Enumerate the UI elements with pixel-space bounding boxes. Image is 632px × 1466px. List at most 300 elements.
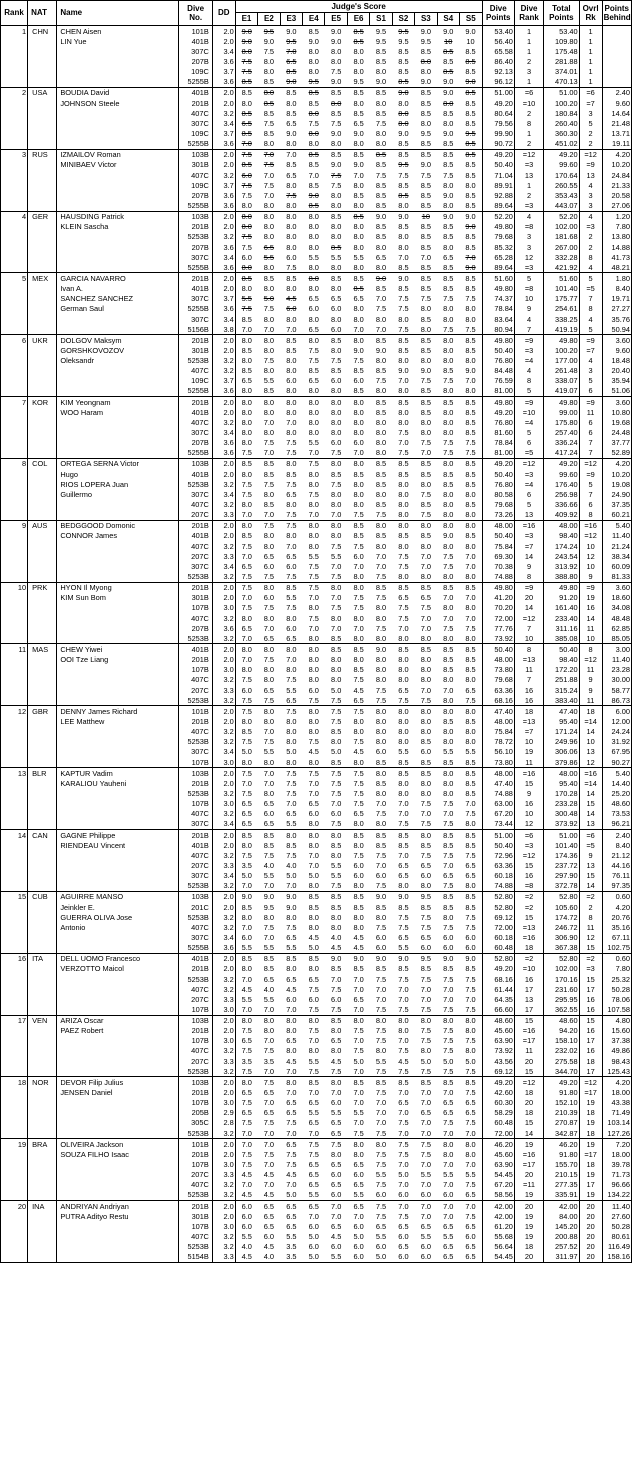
nat-cell: GBR [28,706,57,717]
judge-score-cell: 7.5 [420,1149,431,1159]
dive-points-cell: 65.58 [482,46,514,56]
total-points-cell: 256.98 [544,489,579,499]
rank-cell [1,294,28,304]
dive-no-cell: 5253B [179,881,212,892]
judge-score-cell: 6.5 [303,1201,325,1212]
name-cell [57,1180,179,1190]
points-behind-cell [602,67,631,77]
judge-score-cell: 7.0 [420,1098,431,1108]
table-row [1,974,632,984]
judge-score-cell: 8.5 [258,458,280,469]
dive-points-cell: 49.20 [482,458,514,469]
judge-score-cell: 7.5 [235,180,257,190]
col-judge-s5: S5 [460,13,483,26]
judge-score-cell: 7.0 [465,613,476,623]
judge-score-cell: 9.0 [415,26,437,37]
dd-cell: 3.2 [212,232,235,242]
judge-score-cell: 4.5 [286,984,297,994]
overall-rank-cell: 2 [579,242,602,252]
dd-cell: 3.0 [212,603,235,613]
dive-rank-cell: 20 [514,593,543,603]
judge-score-cell: 7.0 [375,1098,387,1108]
judge-score-cell: 8.0 [286,356,297,366]
name-cell: Oleksandr [57,356,179,366]
dive-points-cell: 60.18 [482,871,514,881]
judge-score-cell: 8.5 [263,469,275,479]
nat-cell [28,314,57,324]
dive-points-cell: 43.56 [482,1056,514,1066]
dive-points-cell: 68.16 [482,695,514,706]
dive-rank-cell: =13 [514,655,543,665]
judge-score-cell: 7.5 [420,438,431,448]
points-behind-cell: 125.43 [602,1066,631,1077]
judge-score-cell: 9.0 [370,891,392,902]
judge-score-cell: 6.0 [331,376,342,386]
judge-score-cell: 8.0 [353,200,364,210]
judge-score-cell: 7.5 [420,695,431,705]
judge-score-cell: 7.0 [286,46,297,56]
judge-score-cell: 9.0 [308,190,319,200]
dive-no-cell: 307C [179,932,212,942]
table-row [1,510,632,521]
name-cell [57,46,179,56]
judge-score-cell: 8.5 [398,46,409,56]
rank-cell [1,1231,28,1241]
judge-score-cell: 7.5 [308,489,319,499]
table-row [1,1190,632,1201]
nat-cell [28,324,57,335]
judge-score-cell: 6.0 [375,871,387,881]
judge-score-cell: 8.5 [443,716,454,726]
judge-score-cell: 8.0 [375,912,387,922]
judge-score-cell: 7.5 [398,613,409,623]
dd-cell: 2.0 [212,222,235,232]
dive-points-cell: 63.36 [482,685,514,695]
dive-no-cell: 401B [179,284,212,294]
judge-score-cell: 6.5 [263,1221,275,1231]
dd-cell: 3.6 [212,56,235,66]
total-points-cell: 232.02 [544,1046,579,1056]
overall-rank-cell: 1 [579,26,602,37]
dd-cell: 3.2 [212,1180,235,1190]
judge-score-cell: 8.0 [235,427,257,437]
rank-cell [1,695,28,706]
judge-score-cell: 8.5 [325,273,347,284]
judge-score-cell: 8.5 [392,582,414,593]
dive-rank-cell: =4 [514,417,543,427]
judge-score-cell: 7.0 [308,510,319,520]
judge-score-cell: 7.0 [392,1201,414,1212]
judge-score-cell: 7.0 [263,1004,275,1014]
judge-score-cell: 9.0 [235,891,257,902]
nat-cell [28,407,57,417]
judge-score-cell: 6.5 [331,1128,342,1138]
overall-rank-cell: =12 [579,458,602,469]
judge-score-cell: 7.5 [263,603,275,613]
dive-no-cell: 407C [179,1180,212,1190]
name-cell [57,561,179,571]
rank-cell [1,1221,28,1231]
judge-score-cell: 6.5 [286,633,297,643]
table-row [1,1118,632,1128]
dd-cell: 3.6 [212,438,235,448]
judge-score-cell: 7.0 [286,417,297,427]
dive-rank-cell: 2 [514,108,543,118]
table-row [1,1231,632,1241]
judge-score-cell: 8.0 [258,644,280,655]
name-cell [57,571,179,582]
judge-score-cell: 8.0 [353,479,364,489]
name-cell [57,871,179,881]
dive-no-cell: 5253B [179,479,212,489]
table-row [1,56,632,66]
dive-rank-cell: =9 [514,582,543,593]
name-cell: AGUIRRE MANSO [57,891,179,902]
judge-score-cell: 9.0 [263,36,275,46]
dive-no-cell: 5255B [179,386,212,397]
judge-score-cell: 8.0 [263,613,275,623]
nat-cell [28,376,57,386]
table-row [1,262,632,273]
judge-score-cell: 8.5 [420,407,431,417]
total-points-cell: 419.07 [544,386,579,397]
judge-score-cell: 7.0 [465,376,476,386]
judge-score-cell: 9.5 [398,160,409,170]
table-row [1,953,632,964]
points-behind-cell: 96.66 [602,1180,631,1190]
points-behind-cell: 14.64 [602,108,631,118]
name-cell: GARCIA NAVARRO [57,273,179,284]
judge-score-cell: 7.5 [465,1118,476,1128]
points-behind-cell: 20.40 [602,366,631,376]
judge-score-cell: 8.5 [398,531,409,541]
judge-score-cell: 7.5 [331,881,342,891]
dd-cell: 3.3 [212,1056,235,1066]
judge-score-cell: 8.0 [465,1026,476,1036]
dive-rank-cell: 8 [514,376,543,386]
judge-score-cell: 7.0 [443,860,454,870]
total-points-cell: 261.48 [544,366,579,376]
rank-cell [1,819,28,830]
dive-no-cell: 5255B [179,200,212,211]
dive-no-cell: 5253B [179,788,212,798]
judge-score-cell: 7.5 [353,1046,364,1056]
dive-points-cell: 76.59 [482,376,514,386]
judge-score-cell: 6.0 [353,1221,364,1231]
judge-score-cell: 7.0 [286,324,297,334]
dd-cell: 3.2 [212,571,235,582]
points-behind-cell: 41.73 [602,252,631,262]
dive-no-cell: 407C [179,1231,212,1241]
points-behind-cell: 8.40 [602,284,631,294]
judge-score-cell: 8.5 [398,902,409,912]
dd-cell: 3.6 [212,448,235,459]
overall-rank-cell: 18 [579,1128,602,1139]
judge-score-cell: 8.5 [258,953,280,964]
dive-points-cell: 74.88 [482,881,514,892]
dd-cell: 2.0 [212,345,235,355]
judge-score-cell: 8.0 [258,87,280,98]
nat-cell [28,665,57,675]
name-cell [57,1066,179,1077]
table-row [1,1098,632,1108]
judge-score-cell: 8.5 [443,665,454,675]
points-behind-cell: 58.77 [602,685,631,695]
dive-points-cell: 81.00 [482,448,514,459]
judge-score-cell: 8.0 [420,56,431,66]
judge-score-cell: 9.5 [415,891,437,902]
judge-score-cell: 8.0 [370,520,392,531]
judge-score-cell: 8.5 [392,149,414,160]
judge-score-cell: 8.0 [465,633,476,643]
judge-score-cell: 8.0 [437,1015,459,1026]
judge-score-cell: 8.5 [443,479,454,489]
dive-points-cell: 42.60 [482,1087,514,1097]
judge-score-cell: 8.5 [443,902,454,912]
col-name: Name [57,1,179,26]
nat-cell [28,36,57,46]
dive-points-cell: 75.84 [482,541,514,551]
judge-score-cell: 9.0 [375,77,387,87]
dive-points-cell: 80.58 [482,489,514,499]
judge-score-cell: 6.0 [347,1252,369,1263]
judge-score-cell: 8.0 [465,727,476,737]
judge-score-cell: 6.0 [263,561,275,571]
name-cell [57,242,179,252]
overall-rank-cell: 15 [579,1015,602,1026]
judge-score-cell: 8.0 [437,768,459,779]
dd-cell: 2.0 [212,98,235,108]
judge-score-cell: 7.5 [398,428,409,438]
judge-score-cell: 6.0 [331,1098,342,1108]
judge-score-cell: 6.0 [286,561,297,571]
judge-score-cell: 7.5 [331,778,342,788]
dive-no-cell: 5253B [179,974,212,984]
dive-no-cell: 407C [179,366,212,376]
rank-cell [1,56,28,66]
judge-score-cell: 7.0 [263,881,275,891]
judge-score-cell: 7.5 [443,294,454,304]
name-cell [57,510,179,521]
judge-score-cell: 8.0 [331,1026,342,1036]
judge-score-cell: 7.0 [331,1088,342,1098]
judge-score-cell: 8.0 [235,211,257,222]
judge-score-cell: 6.5 [235,376,257,386]
judge-score-cell: 7.0 [375,561,387,571]
dive-rank-cell: =4 [514,479,543,489]
total-points-cell: 161.40 [544,603,579,613]
points-behind-cell: 50.28 [602,984,631,994]
judge-score-cell: 8.0 [308,727,319,737]
judge-score-cell: 8.0 [308,819,319,829]
judge-score-cell: 8.0 [286,964,297,974]
judge-score-cell: 8.0 [398,1026,409,1036]
judge-score-cell: 4.5 [286,294,297,304]
judge-score-cell: 6.0 [420,943,431,953]
judge-score-cell: 8.5 [398,345,409,355]
points-behind-cell: 81.33 [602,571,631,582]
dive-points-cell: 52.80 [482,891,514,902]
table-row [1,1056,632,1066]
overall-rank-cell: 7 [579,489,602,499]
nat-cell: BRA [28,1139,57,1150]
nat-cell: RUS [28,149,57,160]
dive-points-cell: 58.56 [482,1190,514,1201]
rank-cell [1,881,28,892]
table-row [1,644,632,655]
name-cell: MINIBAEV Victor [57,160,179,170]
rank-cell [1,1190,28,1201]
name-cell: KLEIN Sascha [57,222,179,232]
judge-score-cell: 8.5 [308,180,319,190]
judge-score-cell: 8.5 [347,644,369,655]
judge-score-cell: 5.5 [331,252,342,262]
nat-cell [28,727,57,737]
dive-points-cell: 45.60 [482,1149,514,1159]
judge-score-cell: 7.5 [286,1118,297,1128]
judge-score-cell: 7.0 [398,1108,409,1118]
judge-score-cell: 7.0 [398,438,409,448]
judge-score-cell: 9.0 [443,531,454,541]
nat-cell [28,1046,57,1056]
judge-score-cell: 7.0 [353,448,364,458]
points-behind-cell: 24.24 [602,727,631,737]
dd-cell: 3.7 [212,180,235,190]
judge-score-cell: 8.5 [465,655,476,665]
judge-score-cell: 7.0 [353,1036,364,1046]
dive-no-cell: 307C [179,314,212,324]
dive-no-cell: 103B [179,1077,212,1088]
dive-points-cell: 48.00 [482,716,514,726]
judge-score-cell: 7.0 [375,294,387,304]
judge-score-cell: 4.5 [235,1252,257,1263]
rank-cell [1,386,28,397]
nat-cell [28,1170,57,1180]
dive-rank-cell: 20 [514,1056,543,1066]
total-points-cell: 311.16 [544,623,579,633]
judge-score-cell: 7.0 [308,1211,319,1221]
dive-rank-cell: 3 [514,232,543,242]
judge-score-cell: 8.0 [443,572,454,582]
judge-score-cell: 5.5 [375,1232,387,1242]
judge-score-cell: 7.5 [392,1139,414,1150]
name-cell: HYON Il Myong [57,582,179,593]
judge-score-cell: 7.5 [331,716,342,726]
judge-score-cell: 8.5 [375,284,387,294]
dd-cell: 3.2 [212,788,235,798]
name-cell [57,56,179,66]
judge-score-cell: 9.5 [420,36,431,46]
judge-score-cell: 7.5 [375,1026,387,1036]
judge-score-cell: 7.5 [263,304,275,314]
table-row [1,427,632,437]
judge-score-cell: 8.0 [280,1077,302,1088]
total-points-cell: 385.08 [544,633,579,644]
total-points-cell: 48.00 [544,520,579,531]
total-points-cell: 275.58 [544,1056,579,1066]
overall-rank-cell: 1 [579,36,602,46]
judge-score-cell: 8.5 [303,891,325,902]
dive-no-cell: 101B [179,1139,212,1150]
judge-score-cell: 8.0 [235,912,257,922]
dive-no-cell: 401B [179,407,212,417]
dive-points-cell: 52.80 [482,953,514,964]
judge-score-cell: 7.5 [331,603,342,613]
total-points-cell: 419.19 [544,324,579,335]
judge-score-cell: 6.0 [353,551,364,561]
table-row [1,706,632,717]
overall-rank-cell: =2 [579,891,602,902]
points-behind-cell: 27.06 [602,200,631,211]
dive-rank-cell: =17 [514,1159,543,1169]
judge-score-cell: 7.5 [353,778,364,788]
dive-points-cell: 80.64 [482,108,514,118]
rank-cell [1,1170,28,1180]
dd-cell: 2.0 [212,458,235,469]
rank-cell [1,633,28,644]
name-cell [57,613,179,623]
nat-cell: GER [28,211,57,222]
points-behind-cell: 13.71 [602,128,631,138]
judge-score-cell: 7.5 [375,695,387,705]
dive-no-cell: 401B [179,953,212,964]
judge-score-cell: 8.0 [303,644,325,655]
dd-cell: 2.0 [212,1139,235,1150]
judge-score-cell: 6.5 [286,1211,297,1221]
dive-points-cell: 45.60 [482,1026,514,1036]
points-behind-cell: 19.11 [602,139,631,150]
nat-cell: NOR [28,1077,57,1088]
overall-rank-cell: 19 [579,593,602,603]
name-cell: HAUSDING Patrick [57,211,179,222]
judge-score-cell: 7.5 [286,572,297,582]
judge-score-cell: 8.5 [353,902,364,912]
judge-score-cell: 7.5 [398,551,409,561]
total-points-cell: 210.39 [544,1108,579,1118]
judge-score-cell: 8.0 [286,531,297,541]
judge-score-cell: 8.5 [353,284,364,294]
judge-score-cell: 7.0 [258,149,280,160]
judge-score-cell: 5.0 [263,294,275,304]
dive-points-cell: 50.40 [482,469,514,479]
rank-cell [1,623,28,633]
judge-score-cell: 7.5 [303,1139,325,1150]
total-points-cell: 388.80 [544,571,579,582]
judge-score-cell: 7.5 [443,438,454,448]
judge-score-cell: 8.0 [347,1139,369,1150]
dive-points-cell: 79.56 [482,118,514,128]
judge-score-cell: 7.5 [375,881,387,891]
judge-score-cell: 6.0 [353,860,364,870]
rank-cell: 8 [1,458,28,469]
judge-score-cell: 8.5 [353,386,364,396]
table-row [1,335,632,346]
judge-score-cell: 6.5 [263,819,275,829]
judge-score-cell: 8.0 [353,98,364,108]
dive-no-cell: 201B [179,716,212,726]
judge-score-cell: 7.5 [465,438,476,448]
total-points-cell: 50.40 [544,644,579,655]
judge-score-cell: 6.5 [235,799,257,809]
judge-score-cell: 8.0 [286,727,297,737]
judge-score-cell: 8.5 [263,98,275,108]
judge-score-cell: 7.5 [443,1036,454,1046]
judge-score-cell: 8.5 [465,284,476,294]
dd-cell: 2.0 [212,520,235,531]
table-row [1,860,632,870]
table-row [1,46,632,56]
judge-score-cell: 8.0 [331,912,342,922]
